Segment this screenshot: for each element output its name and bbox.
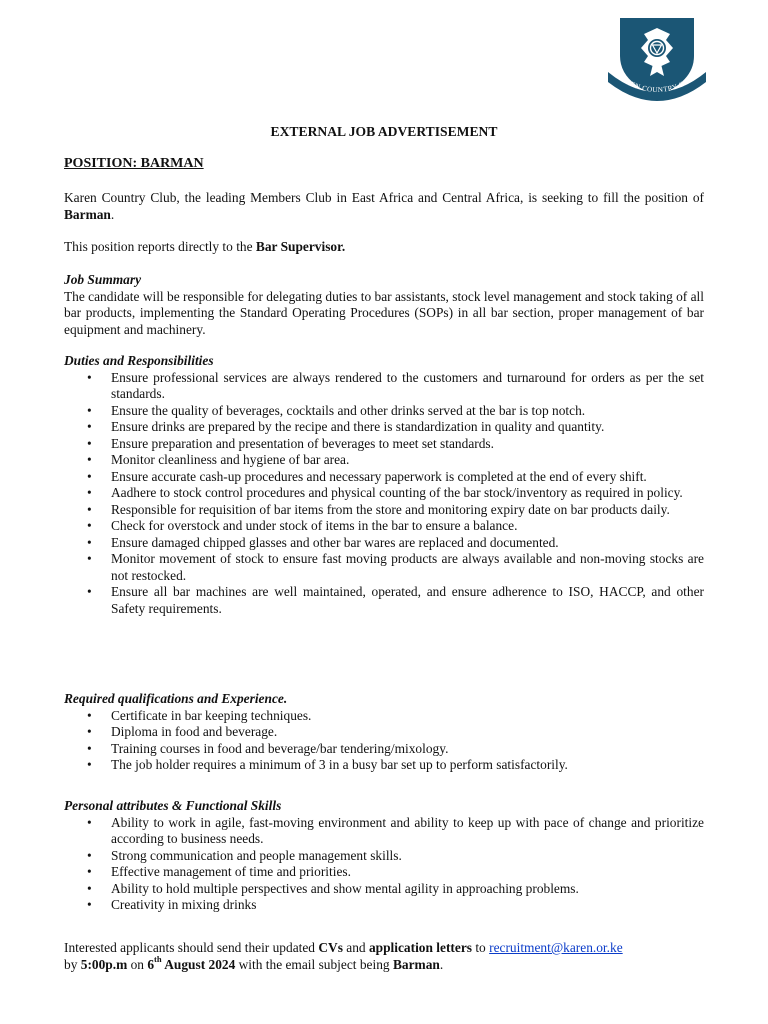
qualifications-section <box>64 691 704 774</box>
intro-text-end: . <box>110 206 115 222</box>
list-item: • The job holder requires a minimum of 3 in a busy bar set up to perform satisfactorily. <box>64 757 704 774</box>
deadline-day: 6 <box>147 956 155 972</box>
list-item: • Ensure professional services are always rendered to the customers and turnaround for orders as per the set standards. <box>64 370 704 403</box>
closing-text: and <box>342 940 369 955</box>
closing-text: by <box>64 956 81 972</box>
intro-text: Karen Country Club, the leading Members Club in East Africa and Central Africa, is seeking to fill the position of <box>64 190 704 205</box>
closing-cvs: CVs <box>318 940 343 955</box>
list-item: • Ensure preparation and presentation of beverages to meet set standards. <box>64 436 704 453</box>
deadline-day-suffix: th <box>154 954 162 965</box>
closing-paragraph <box>64 940 704 973</box>
list-item: • Effective management of time and priorities. <box>64 864 704 881</box>
qualifications-list <box>64 708 704 774</box>
deadline-time: 5:00p.m <box>80 956 128 972</box>
closing-text: . <box>439 956 444 972</box>
list-item: • Ensure all bar machines are well maintained, operated, and ensure adherence to ISO, HACCP, and other Safety requirements. <box>64 584 704 617</box>
attributes-heading: Personal attributes & Functional Skills <box>64 798 282 813</box>
list-item: • Ensure accurate cash-up procedures and necessary paperwork is completed at the end of every shift. <box>64 469 704 486</box>
deadline-month-year: August 2024 <box>161 956 236 972</box>
closing-subject: Barman <box>392 956 440 972</box>
recruitment-email-link[interactable]: recruitment@karen.or.ke <box>489 940 623 955</box>
closing-text: with the email subject being <box>235 956 393 972</box>
closing-text: to <box>471 940 490 955</box>
duties-list <box>64 370 704 618</box>
list-item: • Certificate in bar keeping techniques. <box>64 708 704 725</box>
qualifications-heading: Required qualifications and Experience. <box>64 691 288 706</box>
document-title: EXTERNAL JOB ADVERTISEMENT <box>270 124 498 139</box>
closing-application-letters: application letters <box>368 940 472 955</box>
reports-text: This position reports directly to the <box>64 239 256 254</box>
list-item: • Monitor cleanliness and hygiene of bar area. <box>64 452 704 469</box>
attributes-section <box>64 798 704 914</box>
job-summary-section <box>64 272 704 338</box>
duties-heading: Duties and Responsibilities <box>64 353 214 368</box>
list-item: • Diploma in food and beverage. <box>64 724 704 741</box>
position-heading: POSITION: BARMAN <box>64 156 204 171</box>
list-item: • Check for overstock and under stock of items in the bar to ensure a balance. <box>64 518 704 535</box>
list-item: • Aadhere to stock control procedures and physical counting of the bar stock/inventory as required in policy. <box>64 485 704 502</box>
job-summary-heading: Job Summary <box>64 272 142 287</box>
list-item: • Creativity in mixing drinks <box>64 897 704 914</box>
list-item: • Ensure drinks are prepared by the recipe and there is standardization in quality and quantity. <box>64 419 704 436</box>
list-item: • Ensure damaged chipped glasses and other bar wares are replaced and documented. <box>64 535 704 552</box>
logo-arc-text: KAREN COUNTRY CLUB <box>614 72 700 95</box>
list-item: • Ability to work in agile, fast-moving environment and ability to keep up with pace of change and prioritize according to business needs. <box>64 815 704 848</box>
intro-position-bold: Barman <box>64 206 111 222</box>
list-item: • Ability to hold multiple perspectives and show mental agility in approaching problems. <box>64 881 704 898</box>
karen-country-club-logo <box>606 16 708 110</box>
list-item: • Responsible for requisition of bar items from the store and monitoring expiry date on bar products daily. <box>64 502 704 519</box>
job-summary-text: The candidate will be responsible for delegating duties to bar assistants, stock level management and stock taking of all bar products, implementing the Standard Operating Procedures (SOPs) in all bar section, proper management of bar equipment and machinery. <box>64 288 704 337</box>
reports-paragraph <box>64 239 704 256</box>
list-item: • Strong communication and people management skills. <box>64 848 704 865</box>
closing-text: Interested applicants should send their updated <box>64 940 319 955</box>
attributes-list <box>64 815 704 914</box>
list-item: • Monitor movement of stock to ensure fast moving products are always available and non-moving stocks are not restocked. <box>64 551 704 584</box>
closing-text: on <box>127 956 148 972</box>
list-item: • Ensure the quality of beverages, cocktails and other drinks served at the bar is top notch. <box>64 403 704 420</box>
duties-section <box>64 353 704 617</box>
intro-paragraph <box>64 190 704 223</box>
deadline-date <box>147 954 236 972</box>
list-item: • Training courses in food and beverage/bar tendering/mixology. <box>64 741 704 758</box>
reports-supervisor-bold: Bar Supervisor. <box>255 239 346 254</box>
